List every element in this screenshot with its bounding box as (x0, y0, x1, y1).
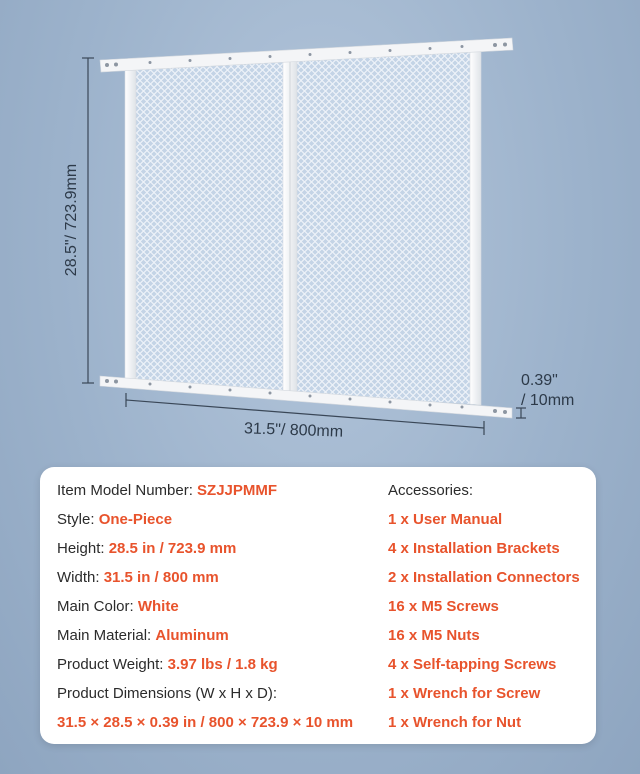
accessory-item: 4 x Installation Brackets (388, 540, 560, 557)
spec-value: 31.5 in / 800 mm (103, 569, 219, 586)
accessory-item: 16 x M5 Screws (388, 598, 499, 615)
spec-value: White (137, 598, 179, 615)
accessory-item: 1 x User Manual (388, 511, 503, 528)
height-dimension-label: 28.5"/ 723.9mm (63, 163, 80, 277)
accessory-item: 4 x Self-tapping Screws (388, 656, 557, 673)
spec-row-dimensions: Product Dimensions (W x H x D): (57, 685, 278, 702)
screen-panel (100, 38, 513, 418)
spec-row-model: Item Model Number: SZJJPMMF (57, 482, 278, 499)
accessories-list (388, 481, 580, 742)
accessory-item: 1 x Wrench for Nut (388, 714, 522, 731)
accessory-item: 2 x Installation Connectors (388, 569, 580, 586)
height-dimension-line (82, 58, 94, 383)
spec-value: 28.5 in / 723.9 mm (108, 540, 237, 557)
specifications-card (40, 467, 596, 744)
specifications-list (57, 481, 353, 742)
depth-dimension-label-line1: 0.39" (521, 372, 558, 389)
width-dimension-label: 31.5"/ 800mm (243, 420, 344, 441)
accessories-title: Accessories: (388, 482, 474, 499)
spec-value: One-Piece (98, 511, 173, 528)
spec-row-material: Main Material: Aluminum (57, 627, 229, 644)
spec-row-height: Height: 28.5 in / 723.9 mm (57, 540, 237, 557)
depth-dimension-label-line2: / 10mm (521, 392, 575, 409)
spec-row-style: Style: One-Piece (57, 511, 173, 528)
spec-row-dimensions-value: 31.5 × 28.5 × 0.39 in / 800 × 723.9 × 10 mm (57, 714, 354, 731)
spec-row-width: Width: 31.5 in / 800 mm (57, 569, 219, 586)
accessory-item: 16 x M5 Nuts (388, 627, 480, 644)
accessory-item: 1 x Wrench for Screw (388, 685, 541, 702)
spec-row-weight: Product Weight: 3.97 lbs / 1.8 kg (57, 656, 278, 673)
spec-row-color: Main Color: White (57, 598, 179, 615)
spec-value: 3.97 lbs / 1.8 kg (167, 656, 278, 673)
spec-value: SZJJPMMF (197, 482, 278, 499)
spec-value: Aluminum (155, 627, 229, 644)
